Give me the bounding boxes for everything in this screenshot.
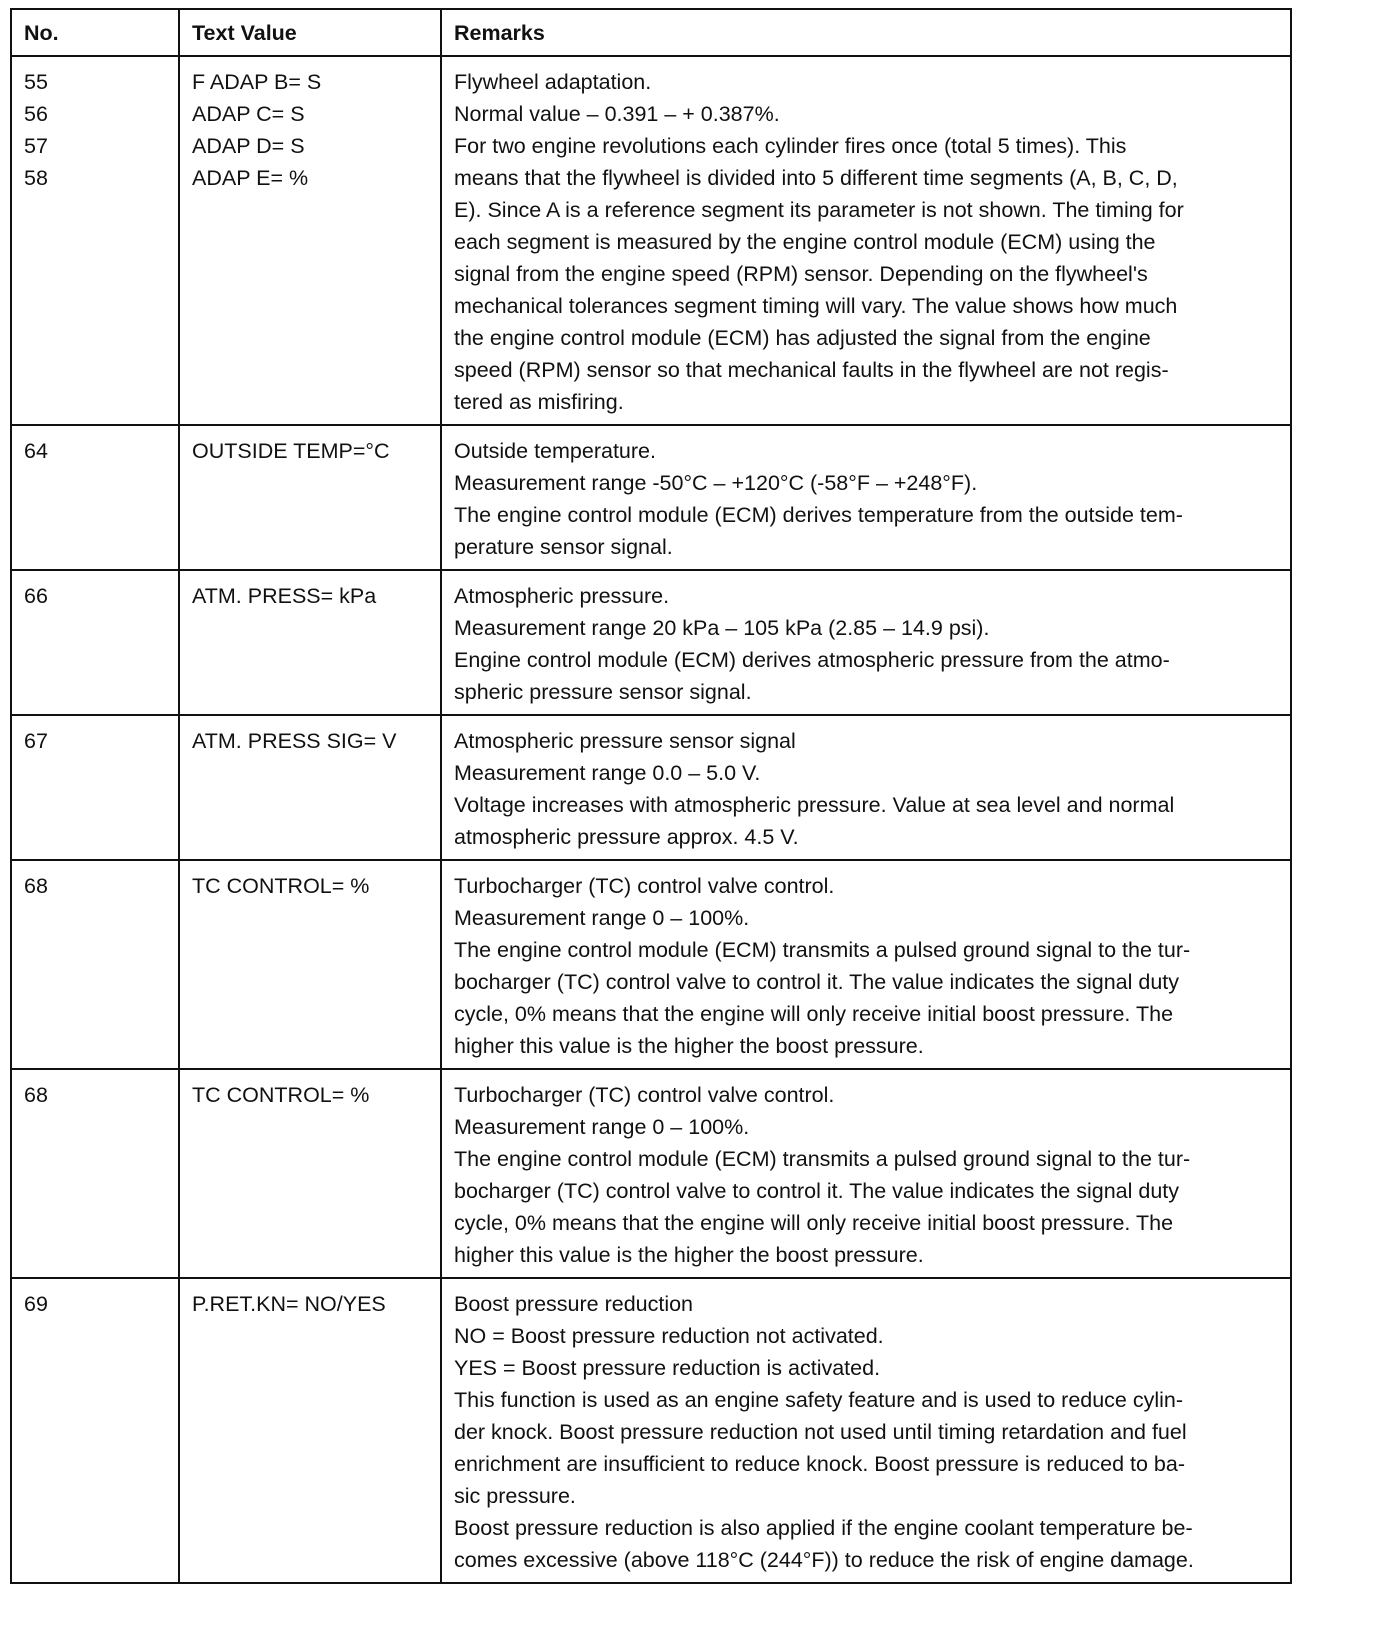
remarks-cell xyxy=(441,715,1291,860)
text-value-cell xyxy=(179,715,441,860)
cell-line: Atmospheric pressure. xyxy=(454,584,670,608)
remarks-cell xyxy=(441,56,1291,425)
cell-line: TC CONTROL= % xyxy=(192,1083,370,1107)
cell-line: Measurement range 0 – 100%. xyxy=(454,906,750,930)
cell-line: E). Since A is a reference segment its parameter is not shown. The timing for xyxy=(454,198,1184,222)
cell-line: tered as misfiring. xyxy=(454,390,624,414)
number-cell xyxy=(11,570,179,715)
cell-line: Turbocharger (TC) control valve control. xyxy=(454,1083,835,1107)
cell-line: perature sensor signal. xyxy=(454,535,673,559)
cell-line: bocharger (TC) control valve to control it. The value indicates the signal duty xyxy=(454,1179,1179,1203)
cell-line: This function is used as an engine safety feature and is used to reduce cylin- xyxy=(454,1388,1184,1412)
text-value-cell xyxy=(179,1069,441,1278)
parameter-table xyxy=(10,8,1292,1584)
cell-line: 55 xyxy=(24,70,48,94)
cell-line: Turbocharger (TC) control valve control. xyxy=(454,874,835,898)
cell-line: spheric pressure sensor signal. xyxy=(454,680,752,704)
remarks-cell xyxy=(441,1069,1291,1278)
cell-line: ADAP E= % xyxy=(192,166,309,190)
cell-line: ADAP D= S xyxy=(192,134,305,158)
cell-line: bocharger (TC) control valve to control it. The value indicates the signal duty xyxy=(454,970,1179,994)
text-value-cell xyxy=(179,570,441,715)
cell-line: Measurement range 0.0 – 5.0 V. xyxy=(454,761,761,785)
number-cell xyxy=(11,425,179,570)
remarks-cell xyxy=(441,860,1291,1069)
cell-line: the engine control module (ECM) has adjusted the signal from the engine xyxy=(454,326,1151,350)
text-value-cell xyxy=(179,860,441,1069)
table-row xyxy=(11,715,1291,860)
cell-line: cycle, 0% means that the engine will only receive initial boost pressure. The xyxy=(454,1211,1174,1235)
cell-line: enrichment are insufficient to reduce knock. Boost pressure is reduced to ba- xyxy=(454,1452,1185,1476)
cell-line: Outside temperature. xyxy=(454,439,656,463)
cell-line: mechanical tolerances segment timing will vary. The value shows how much xyxy=(454,294,1178,318)
cell-line: P.RET.KN= NO/YES xyxy=(192,1292,386,1316)
cell-line: der knock. Boost pressure reduction not used until timing retardation and fuel xyxy=(454,1420,1187,1444)
cell-line: Measurement range -50°C – +120°C (-58°F – +248°F). xyxy=(454,471,978,495)
number-cell xyxy=(11,715,179,860)
cell-line: atmospheric pressure approx. 4.5 V. xyxy=(454,825,799,849)
table-row xyxy=(11,1278,1291,1583)
text-value-cell xyxy=(179,1278,441,1583)
header-remarks: Remarks xyxy=(441,9,1291,56)
cell-line: signal from the engine speed (RPM) sensor. Depending on the flywheel's xyxy=(454,262,1148,286)
cell-line: 68 xyxy=(24,874,48,898)
cell-line: 57 xyxy=(24,134,48,158)
cell-line: For two engine revolutions each cylinder fires once (total 5 times). This xyxy=(454,134,1127,158)
cell-line: F ADAP B= S xyxy=(192,70,322,94)
cell-line: Normal value – 0.391 – + 0.387%. xyxy=(454,102,780,126)
cell-line: 67 xyxy=(24,729,48,753)
cell-line: The engine control module (ECM) transmits a pulsed ground signal to the tur- xyxy=(454,938,1191,962)
cell-line: NO = Boost pressure reduction not activated. xyxy=(454,1324,884,1348)
cell-line: each segment is measured by the engine control module (ECM) using the xyxy=(454,230,1156,254)
text-value-cell xyxy=(179,56,441,425)
table-row xyxy=(11,570,1291,715)
table-row xyxy=(11,860,1291,1069)
cell-line: YES = Boost pressure reduction is activated. xyxy=(454,1356,881,1380)
cell-line: sic pressure. xyxy=(454,1484,576,1508)
number-cell xyxy=(11,1278,179,1583)
cell-line: higher this value is the higher the boost pressure. xyxy=(454,1034,924,1058)
table-row xyxy=(11,56,1291,425)
cell-line: speed (RPM) sensor so that mechanical faults in the flywheel are not regis- xyxy=(454,358,1169,382)
number-cell xyxy=(11,1069,179,1278)
table-row xyxy=(11,1069,1291,1278)
number-cell xyxy=(11,860,179,1069)
remarks-cell xyxy=(441,570,1291,715)
cell-line: Atmospheric pressure sensor signal xyxy=(454,729,796,753)
cell-line: ADAP C= S xyxy=(192,102,305,126)
header-no: No. xyxy=(11,9,179,56)
cell-line: The engine control module (ECM) transmits a pulsed ground signal to the tur- xyxy=(454,1147,1191,1171)
remarks-cell xyxy=(441,425,1291,570)
cell-line: higher this value is the higher the boost pressure. xyxy=(454,1243,924,1267)
cell-line: ATM. PRESS= kPa xyxy=(192,584,377,608)
header-text-value: Text Value xyxy=(179,9,441,56)
cell-line: ATM. PRESS SIG= V xyxy=(192,729,397,753)
cell-line: Boost pressure reduction xyxy=(454,1292,694,1316)
cell-line: Flywheel adaptation. xyxy=(454,70,652,94)
cell-line: Measurement range 0 – 100%. xyxy=(454,1115,750,1139)
remarks-cell xyxy=(441,1278,1291,1583)
cell-line: means that the flywheel is divided into 5 different time segments (A, B, C, D, xyxy=(454,166,1178,190)
header-row xyxy=(11,9,1291,56)
cell-line: Voltage increases with atmospheric pressure. Value at sea level and normal xyxy=(454,793,1175,817)
cell-line: 64 xyxy=(24,439,48,463)
cell-line: 66 xyxy=(24,584,48,608)
cell-line: cycle, 0% means that the engine will only receive initial boost pressure. The xyxy=(454,1002,1174,1026)
cell-line: The engine control module (ECM) derives temperature from the outside tem- xyxy=(454,503,1183,527)
cell-line: OUTSIDE TEMP=°C xyxy=(192,439,390,463)
cell-line: comes excessive (above 118°C (244°F)) to reduce the risk of engine damage. xyxy=(454,1548,1194,1572)
number-cell xyxy=(11,56,179,425)
cell-line: 68 xyxy=(24,1083,48,1107)
cell-line: Measurement range 20 kPa – 105 kPa (2.85 – 14.9 psi). xyxy=(454,616,990,640)
text-value-cell xyxy=(179,425,441,570)
cell-line: Engine control module (ECM) derives atmospheric pressure from the atmo- xyxy=(454,648,1170,672)
cell-line: Boost pressure reduction is also applied if the engine coolant temperature be- xyxy=(454,1516,1193,1540)
cell-line: 56 xyxy=(24,102,48,126)
cell-line: 69 xyxy=(24,1292,48,1316)
table-row xyxy=(11,425,1291,570)
cell-line: TC CONTROL= % xyxy=(192,874,370,898)
cell-line: 58 xyxy=(24,166,48,190)
